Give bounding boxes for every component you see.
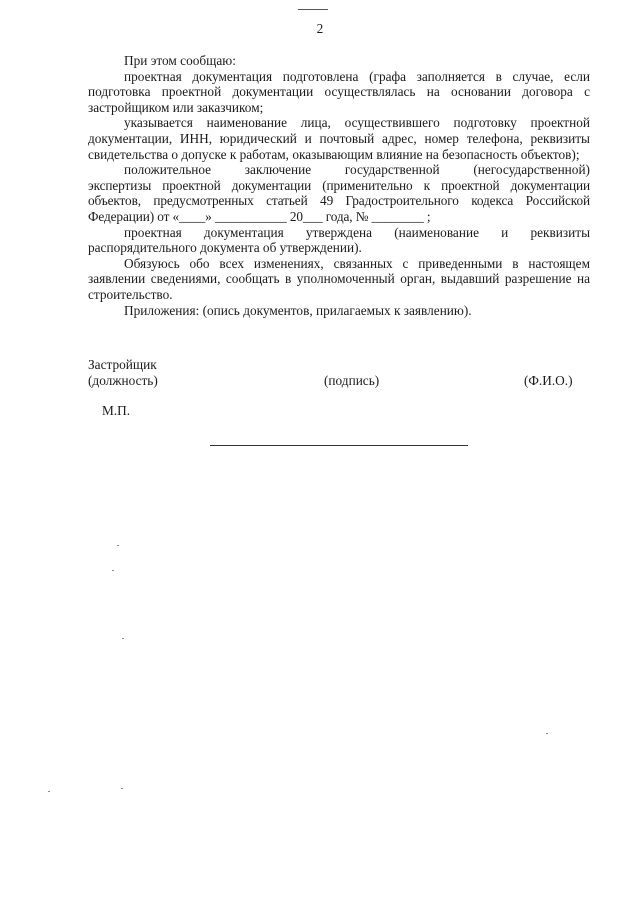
- paragraph-line: проектная документация утверждена (наименование и реквизиты: [124, 224, 590, 240]
- scan-speck: [48, 791, 50, 792]
- closing-rule: [210, 445, 468, 446]
- document-body: [88, 53, 590, 318]
- signature-block: [88, 357, 588, 389]
- page-number: 2: [316, 21, 324, 36]
- paragraph-line: распорядительного документа об утверждении).: [88, 240, 362, 256]
- paragraph-designer-details: [88, 115, 590, 162]
- paragraph-design-prepared: [88, 69, 590, 116]
- full-name-label: (Ф.И.О.): [524, 373, 573, 388]
- paragraph-line: проектная документация подготовлена (графа заполняется в случае, если: [124, 68, 590, 84]
- position-label: (должность): [88, 373, 158, 388]
- signature-label: (подпись): [324, 373, 380, 388]
- seal-label: М.П.: [102, 403, 131, 418]
- paragraph-attachments: Приложения: (опись документов, прилагаемых к заявлению).: [124, 302, 472, 318]
- paragraph-line: экспертизы проектной документации (применительно к проектной документации объектов, предусмотренных статьей 49 Градостроительного кодекса Российской Федерации) от «____» ___________ 20___ года, № ________ ;: [88, 177, 590, 224]
- scan-speck: [122, 638, 124, 639]
- paragraph-approved: [88, 225, 590, 256]
- scan-speck: [117, 545, 119, 546]
- paragraph-line: указывается наименование лица, осуществившего подготовку проектной: [124, 115, 590, 131]
- paragraph-expertise: [88, 162, 590, 224]
- header-mark: [298, 8, 328, 11]
- paragraph-line: положительное заключение государственной (негосударственной): [124, 162, 590, 178]
- paragraph-obligation: Обязуюсь обо всех изменениях, связанных с приведенными в настоящем заявлении сведениями, сообщать в уполномоченный орган, выдавший разрешение на строительство.: [88, 255, 590, 302]
- scan-speck: [112, 570, 114, 571]
- scan-speck: [546, 733, 548, 734]
- scan-speck: [121, 788, 123, 789]
- paragraph-line: подготовка проектной документации осуществлялась на основании договора с застройщиком или заказчиком;: [88, 84, 590, 115]
- signature-title-row: [88, 357, 588, 373]
- signature-fields-row: [88, 373, 588, 389]
- intro-text: При этом сообщаю:: [124, 53, 236, 68]
- paragraph-line: документации, ИНН, юридический и почтовый адрес, номер телефона, реквизиты свидетельства о допуске к работам, оказывающим влияние на безопасность объектов);: [88, 130, 590, 162]
- developer-label: Застройщик: [88, 357, 157, 372]
